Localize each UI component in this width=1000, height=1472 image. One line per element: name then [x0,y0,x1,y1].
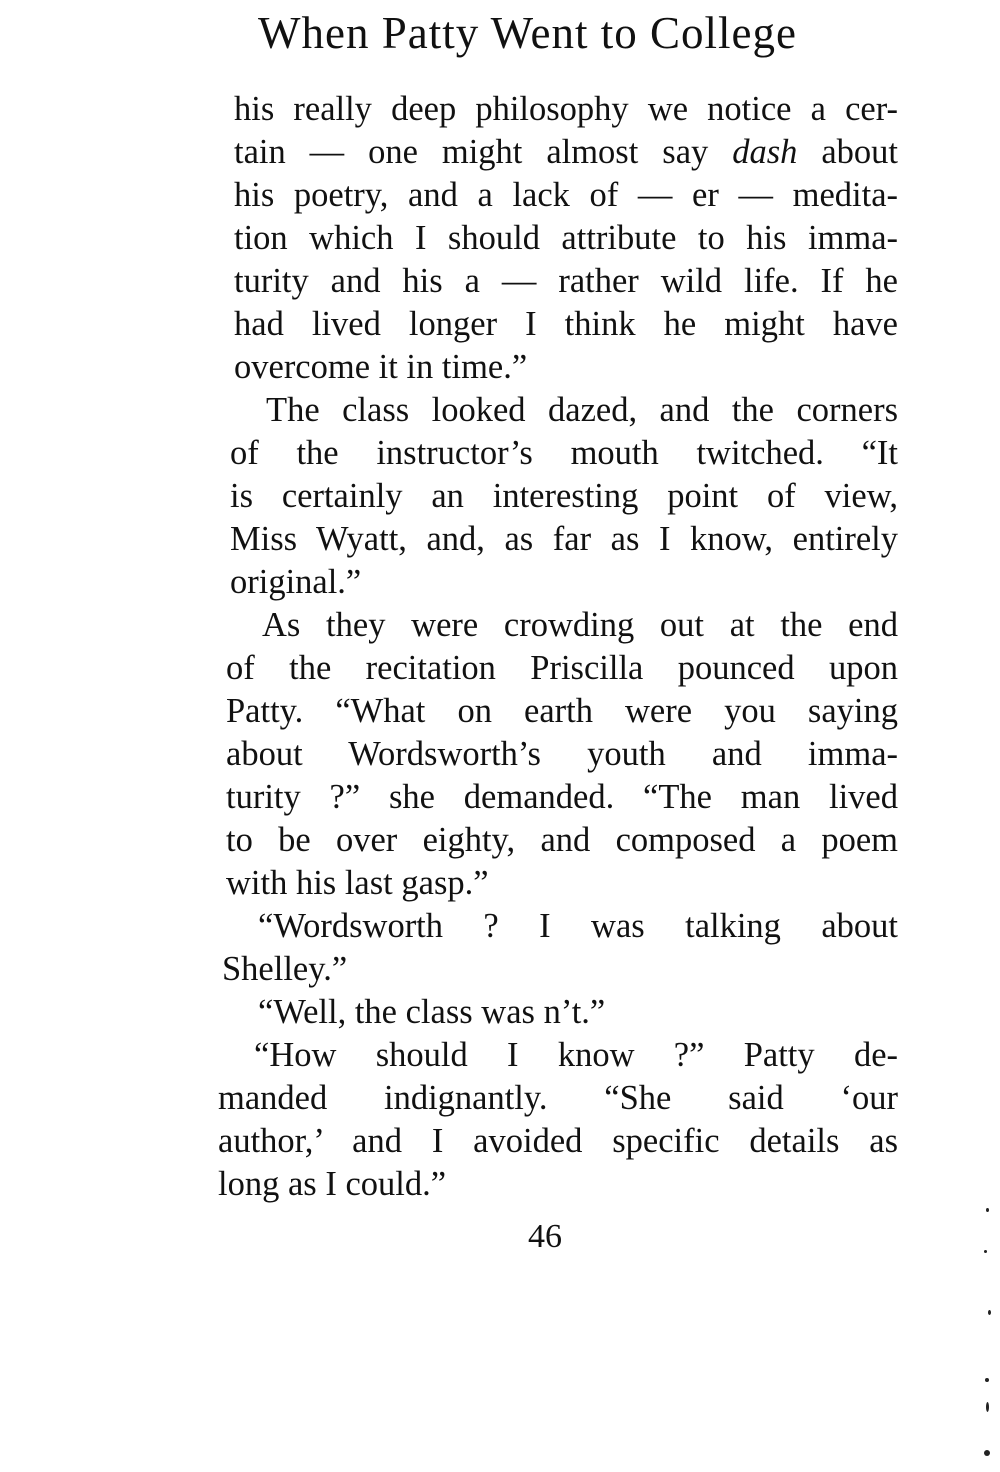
running-head: When Patty Went to College [258,8,797,58]
text-line: “How should I know ?” Patty de- [254,1036,898,1074]
paragraph-2 [218,389,898,604]
scan-speck [984,1450,990,1456]
text-line: As they were crowding out at the end [262,606,898,644]
text-line: Miss Wyatt, and, as far as I know, entirely [230,520,898,558]
scan-speck [986,1402,989,1412]
text-run: about [797,133,898,171]
text-line: is certainly an interesting point of view, [230,477,898,515]
paragraph-4 [218,905,898,991]
text-line: overcome it in time.” [234,348,528,386]
text-line: of the instructor’s mouth twitched. “It [230,434,898,472]
paragraph-3 [218,604,898,905]
text-line: Patty. “What on earth were you saying [226,692,898,730]
paragraph-5 [218,991,898,1034]
text-line: The class looked dazed, and the corners [266,391,898,429]
text-line: Shelley.” [222,950,348,988]
paragraph-1 [218,88,898,389]
text-line: “Well, the class was n’t.” [258,993,606,1031]
text-line: turity and his a — rather wild life. If he [234,262,898,300]
text-line: with his last gasp.” [226,864,489,902]
scan-speck [984,1250,987,1253]
paragraph-6 [218,1034,898,1206]
text-line: of the recitation Priscilla pounced upon [226,649,898,687]
page-number: 46 [528,1218,562,1255]
text-line: to be over eighty, and composed a poem [226,821,898,859]
scan-speck [988,1310,991,1315]
text-line: his poetry, and a lack of — er — medita- [234,176,898,214]
text-line: manded indignantly. “She said ‘our [218,1079,898,1117]
text-line-with-italic [234,131,898,174]
text-line: author,’ and I avoided specific details as [218,1122,898,1160]
text-line: had lived longer I think he might have [234,305,898,343]
text-run: tain — one might almost say [234,133,733,171]
text-line: his really deep philosophy we notice a cer- [234,90,898,128]
italic-word: dash [732,133,798,171]
scan-speck [985,1378,989,1382]
body-text [218,88,898,1206]
text-line: turity ?” she demanded. “The man lived [226,778,898,816]
text-line: tion which I should attribute to his imma- [234,219,898,257]
scan-speck [986,1208,989,1212]
text-line: “Wordsworth ? I was talking about [258,907,898,945]
text-line: original.” [230,563,362,601]
text-line: long as I could.” [218,1165,447,1203]
text-line: about Wordsworth’s youth and imma- [226,735,898,773]
